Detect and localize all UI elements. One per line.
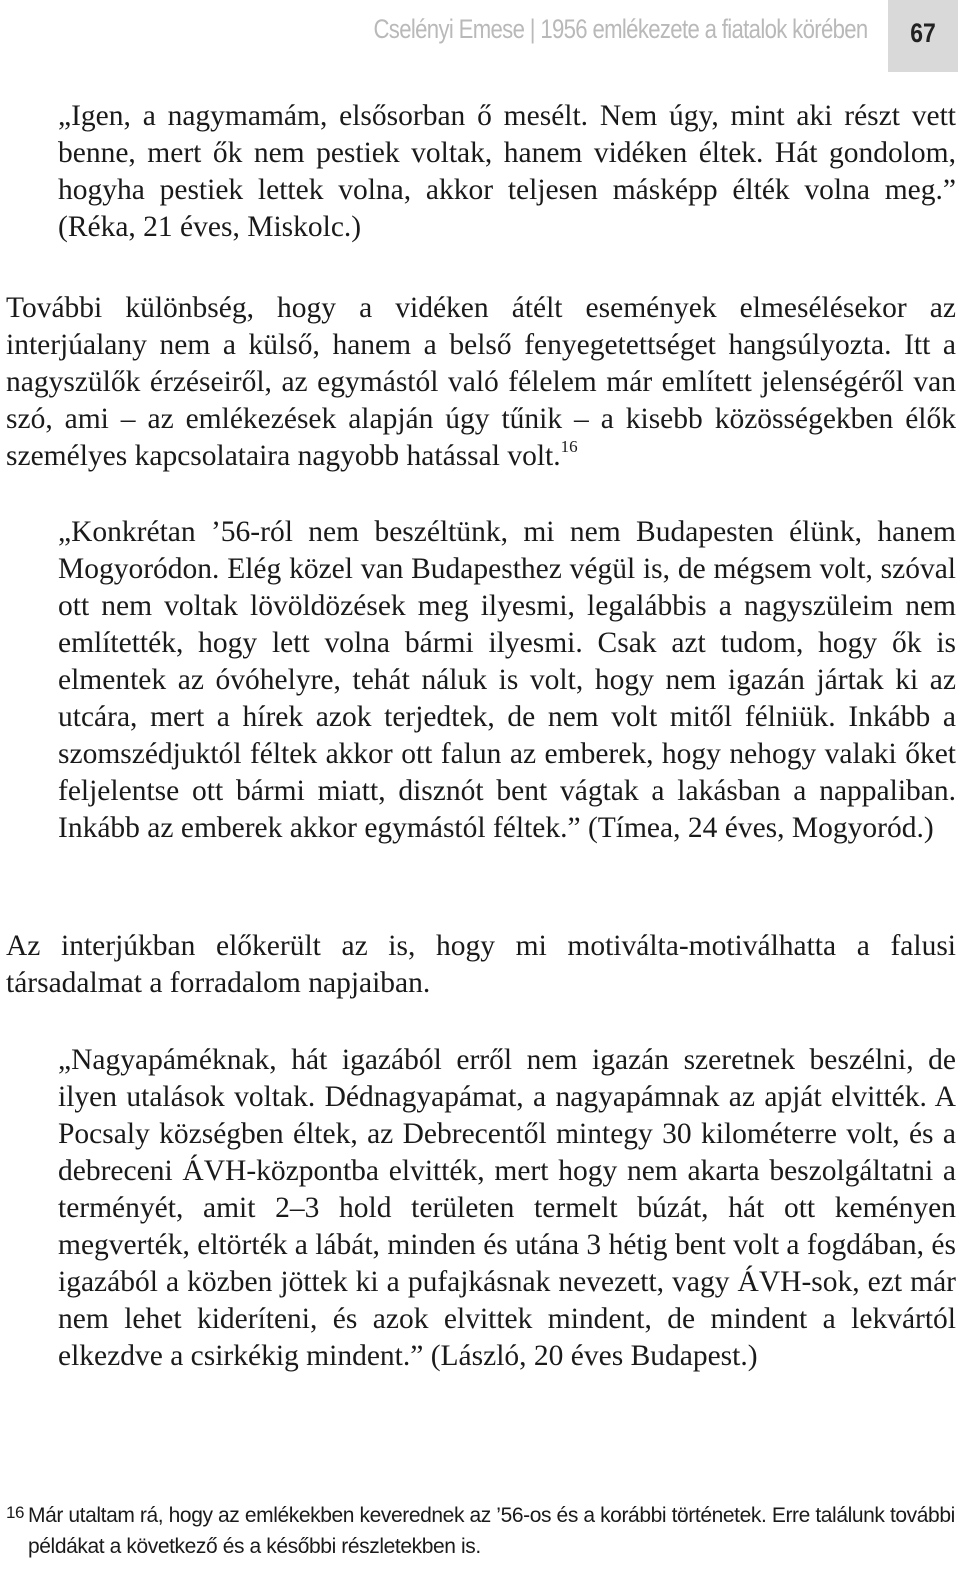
body-paragraph-1-text: További különbség, hogy a vidéken átélt események elmesélésekor az interjúalany nem a külső, hanem a belső fenyegetettséget hangsúlyozta. Itt a nagyszülők érzéseiről, az egymástól való félelem már említett jelenségéről van szó, ami – az emlékezések alapján úgy tűnik – a kisebb közösségekben élők személyes kapcsolataira nagyobb hatással volt.	[6, 292, 956, 472]
page-header	[0, 0, 960, 72]
body-paragraph-1	[6, 290, 956, 475]
quote-laszlo: „Nagyapáméknak, hát igazából erről nem igazán szeretnek beszélni, de ilyen utalások voltak. Dédnagyapámat, a nagyapámnak az apját elvitték. A Pocsaly községben éltek, az Debrecentől mintegy 30 kilométerre volt, és a debreceni ÁVH-központba elvitték, mert hogy nem akarta beszolgáltatni a terményét, amit 2–3 hold területen termelt búzát, hát ott keményen megverték, eltörték a lábát, minden és utána 3 hétig bent volt a fogdában, és igazából a közben jöttek ki a pufajkásnak nevezett, vagy ÁVH-sok, ezt már nem lehet kideríteni, és azok elvittek mindent, de mindent a lekvártól elkezdve a csirkékig mindent.” (László, 20 éves Budapest.)	[58, 1044, 956, 1372]
quote-reka: „Igen, a nagymamám, elsősorban ő mesélt. Nem úgy, mint aki részt vett benne, mert ők nem pestiek voltak, hanem vidéken éltek. Hát gondolom, hogyha pestiek lettek volna, akkor teljesen másképp élték volna meg.” (Réka, 21 éves, Miskolc.)	[58, 100, 956, 243]
quote-timea: „Konkrétan ’56-ról nem beszéltünk, mi nem Budapesten élünk, hanem Mogyoródon. Elég közel van Budapesthez végül is, de mégsem volt, szóval ott nem voltak lövöldözések meg ilyesmi, legalábbis a nagyszüleim nem említették, hogy lett volna bármi ilyesmi. Csak azt tudom, hogy ők is elmentek az óvóhelyre, tehát náluk is volt, hogy nem igazán jártak ki az utcára, mert a hírek azok terjedtek, de nem volt mitől félniük. Inkább a szomszédjuktól féltek akkor ott falun az emberek, hogy nehogy valaki őket feljelentse ott bármi miatt, disznót bent vágtak a lakásban a nappaliban. Inkább az emberek akkor egymástól féltek.” (Tímea, 24 éves, Mogyoród.)	[58, 516, 956, 844]
running-title: Cselényi Emese | 1956 emlékezete a fiatalok körében	[373, 14, 868, 44]
footnote-text: Már utaltam rá, hogy az emlékekben keverednek az ’56-os és a korábbi történetek. Erre találunk további példákat a következő és a későbbi részletekben is.	[28, 1504, 955, 1558]
page-number-box	[888, 0, 958, 72]
footnote-reference[interactable]: 16	[560, 437, 578, 456]
footnote	[6, 1500, 956, 1562]
footnote-number: 16	[6, 1503, 25, 1522]
body-paragraph-2: Az interjúkban előkerült az is, hogy mi motiválta-motiválhatta a falusi társadalmat a forradalom napjaiban.	[6, 930, 956, 999]
page-number: 67	[910, 18, 936, 48]
